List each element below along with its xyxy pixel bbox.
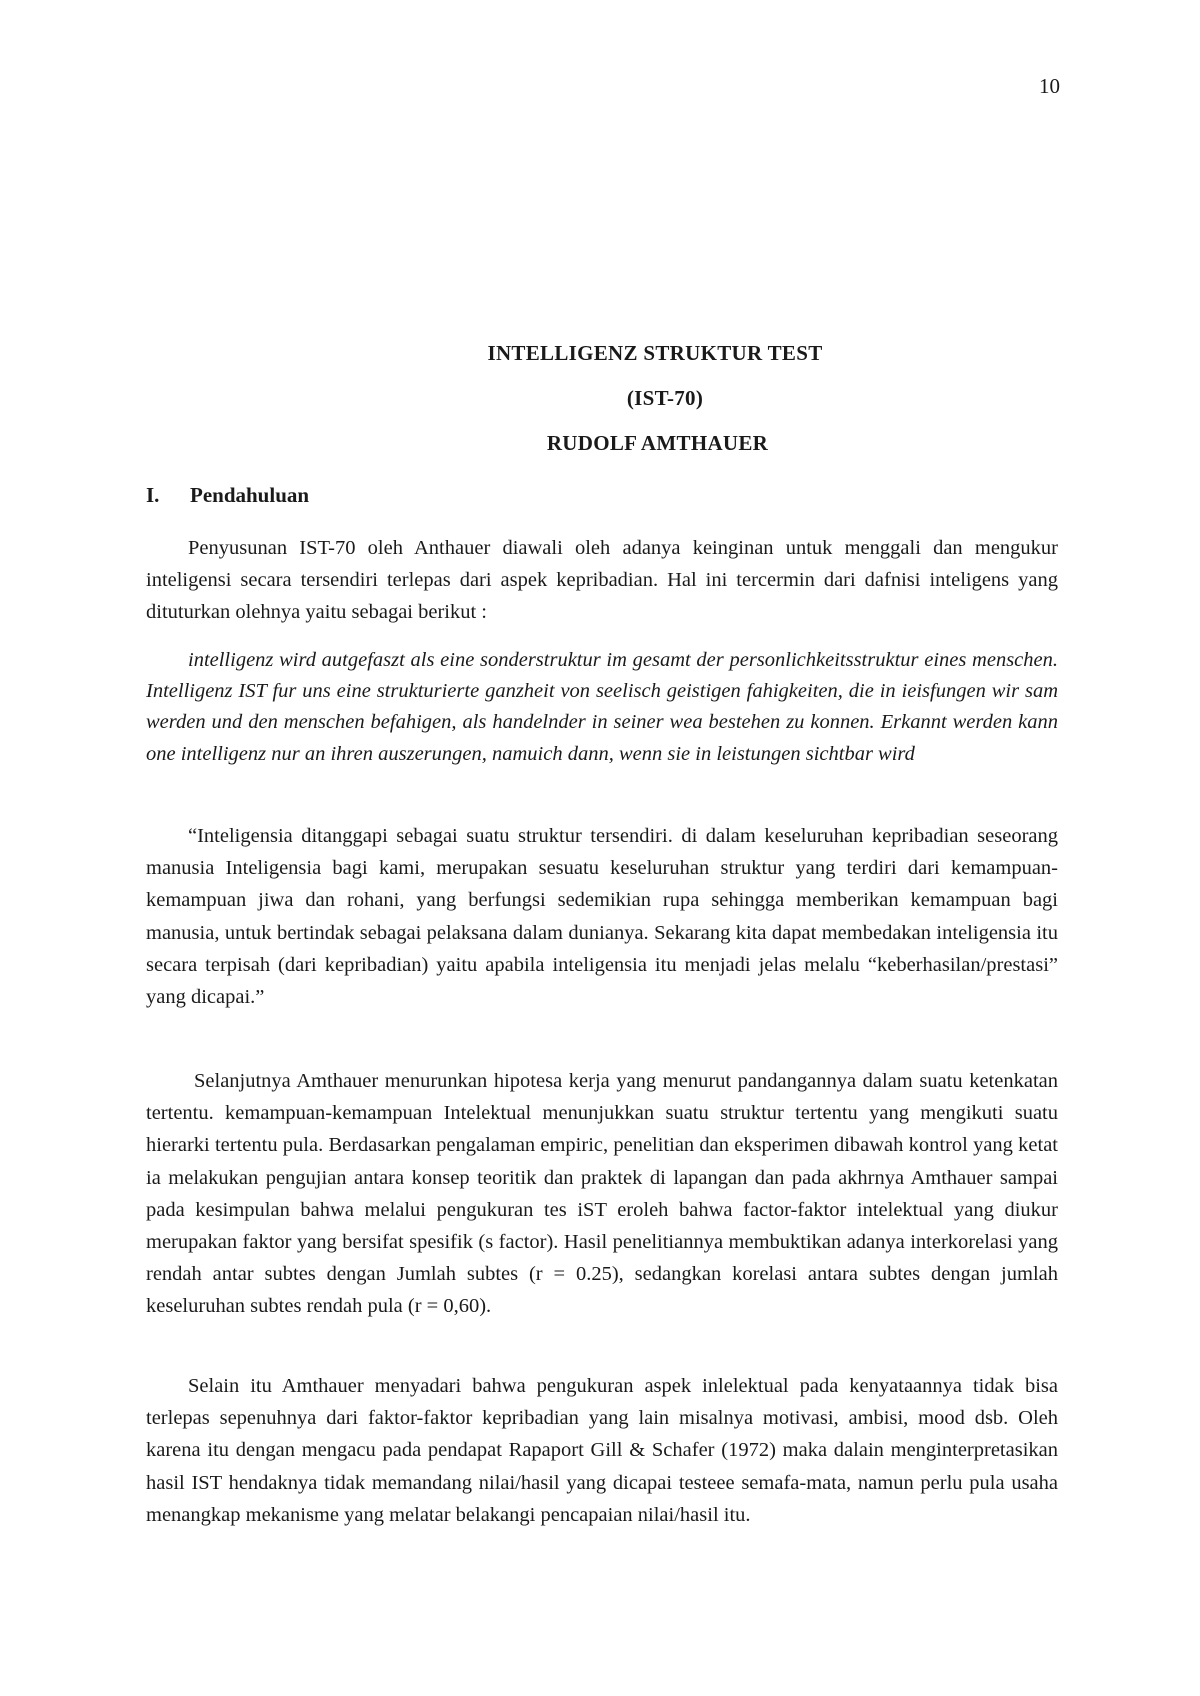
- translation-paragraph-text: “Inteligensia ditanggapi sebagai suatu struktur tersendiri. di dalam keseluruhan kepribadian seseorang manusia Inteligensia bagi kami, merupakan sesuatu keseluruhan struktur yang terdiri dari kemampuan-kemampuan jiwa dan rohani, yang berfungsi sedemikian rupa sehingga memberikan kemampuan bagi manusia, untuk bertindak sebagai pelaksana dalam dunianya. Sekarang kita dapat membedakan inteligensia itu secara terpisah (dari kepribadian) yaitu apabila inteligensia itu menjadi jelas melalu “keberhasilan/prestasi” yang dicapai.”: [146, 825, 1058, 1009]
- german-quote-text: intelligenz wird autgefaszt als eine sonderstruktur im gesamt der personlichkeitsstruktur eines menschen. Intelligenz IST fur uns eine strukturierte ganzheit von seelisch geistigen fahigkeiten, die in ieisfungen wir sam werden und den menschen befahigen, als handelnder in seiner wea bestehen zu konnen. Erkannt werden kann one intelligenz nur an ihren auszerungen, namuich dann, wenn sie in leistungen sichtbar wird: [146, 649, 1058, 765]
- title-block: [0, 338, 1200, 473]
- german-quote: [146, 645, 1058, 770]
- section-title: Pendahuluan: [190, 483, 310, 507]
- section-heading: [146, 483, 309, 508]
- section-number: I.: [146, 483, 160, 507]
- intro-paragraph-text: Penyusunan IST-70 oleh Anthauer diawali oleh adanya keinginan untuk menggali dan mengukur inteligensi secara tersendiri terlepas dari aspek kepribadian. Hal ini tercermin dari dafnisi inteligens yang dituturkan olehnya yaitu sebagai berikut :: [146, 537, 1058, 624]
- closing-paragraph: [146, 1370, 1058, 1531]
- main-title: INTELLIGENZ STRUKTUR TEST: [487, 341, 823, 365]
- page-number: 10: [1039, 74, 1060, 98]
- translation-paragraph: [146, 820, 1058, 1013]
- closing-paragraph-text: Selain itu Amthauer menyadari bahwa pengukuran aspek inlelektual pada kenyataannya tidak bisa terlepas sepenuhnya dari faktor-faktor kepribadian yang lain misalnya motivasi, ambisi, mood dsb. Oleh karena itu dengan mengacu pada pendapat Rapaport Gill & Schafer (1972) maka dalain menginterpretasikan hasil IST hendaknya tidak memandang nilai/hasil yang dicapai testeee semafa-mata, namun perlu pula usaha menangkap mekanisme yang melatar belakangi pencapaian nilai/hasil itu.: [146, 1375, 1058, 1526]
- hypothesis-paragraph-text: Selanjutnya Amthauer menurunkan hipotesa kerja yang menurut pandangannya dalam suatu ketenkatan tertentu. kemampuan-kemampuan Intelektual menunjukkan suatu struktur tertentu yang mengikuti suatu hierarki tertentu pula. Berdasarkan pengalaman empiric, penelitian dan eksperimen dibawah kontrol yang ketat ia melakukan pengujian antara konsep teoritik dan praktek di lapangan dan pada akhrnya Amthauer sampai pada kesimpulan bahwa melalui pengukuran tes iST eroleh bahwa factor-faktor intelektual yang diukur merupakan faktor yang bersifat spesifik (s factor). Hasil penelitiannya membuktikan adanya interkorelasi yang rendah antar subtes dengan Jumlah subtes (r = 0.25), sedangkan korelasi antara subtes dengan jumlah keseluruhan subtes rendah pula (r = 0,60).: [146, 1070, 1058, 1318]
- author-title: RUDOLF AMTHAUER: [546, 431, 769, 455]
- test-code-title: (IST-70): [626, 386, 704, 410]
- hypothesis-paragraph: [146, 1065, 1058, 1323]
- intro-paragraph: [146, 532, 1058, 629]
